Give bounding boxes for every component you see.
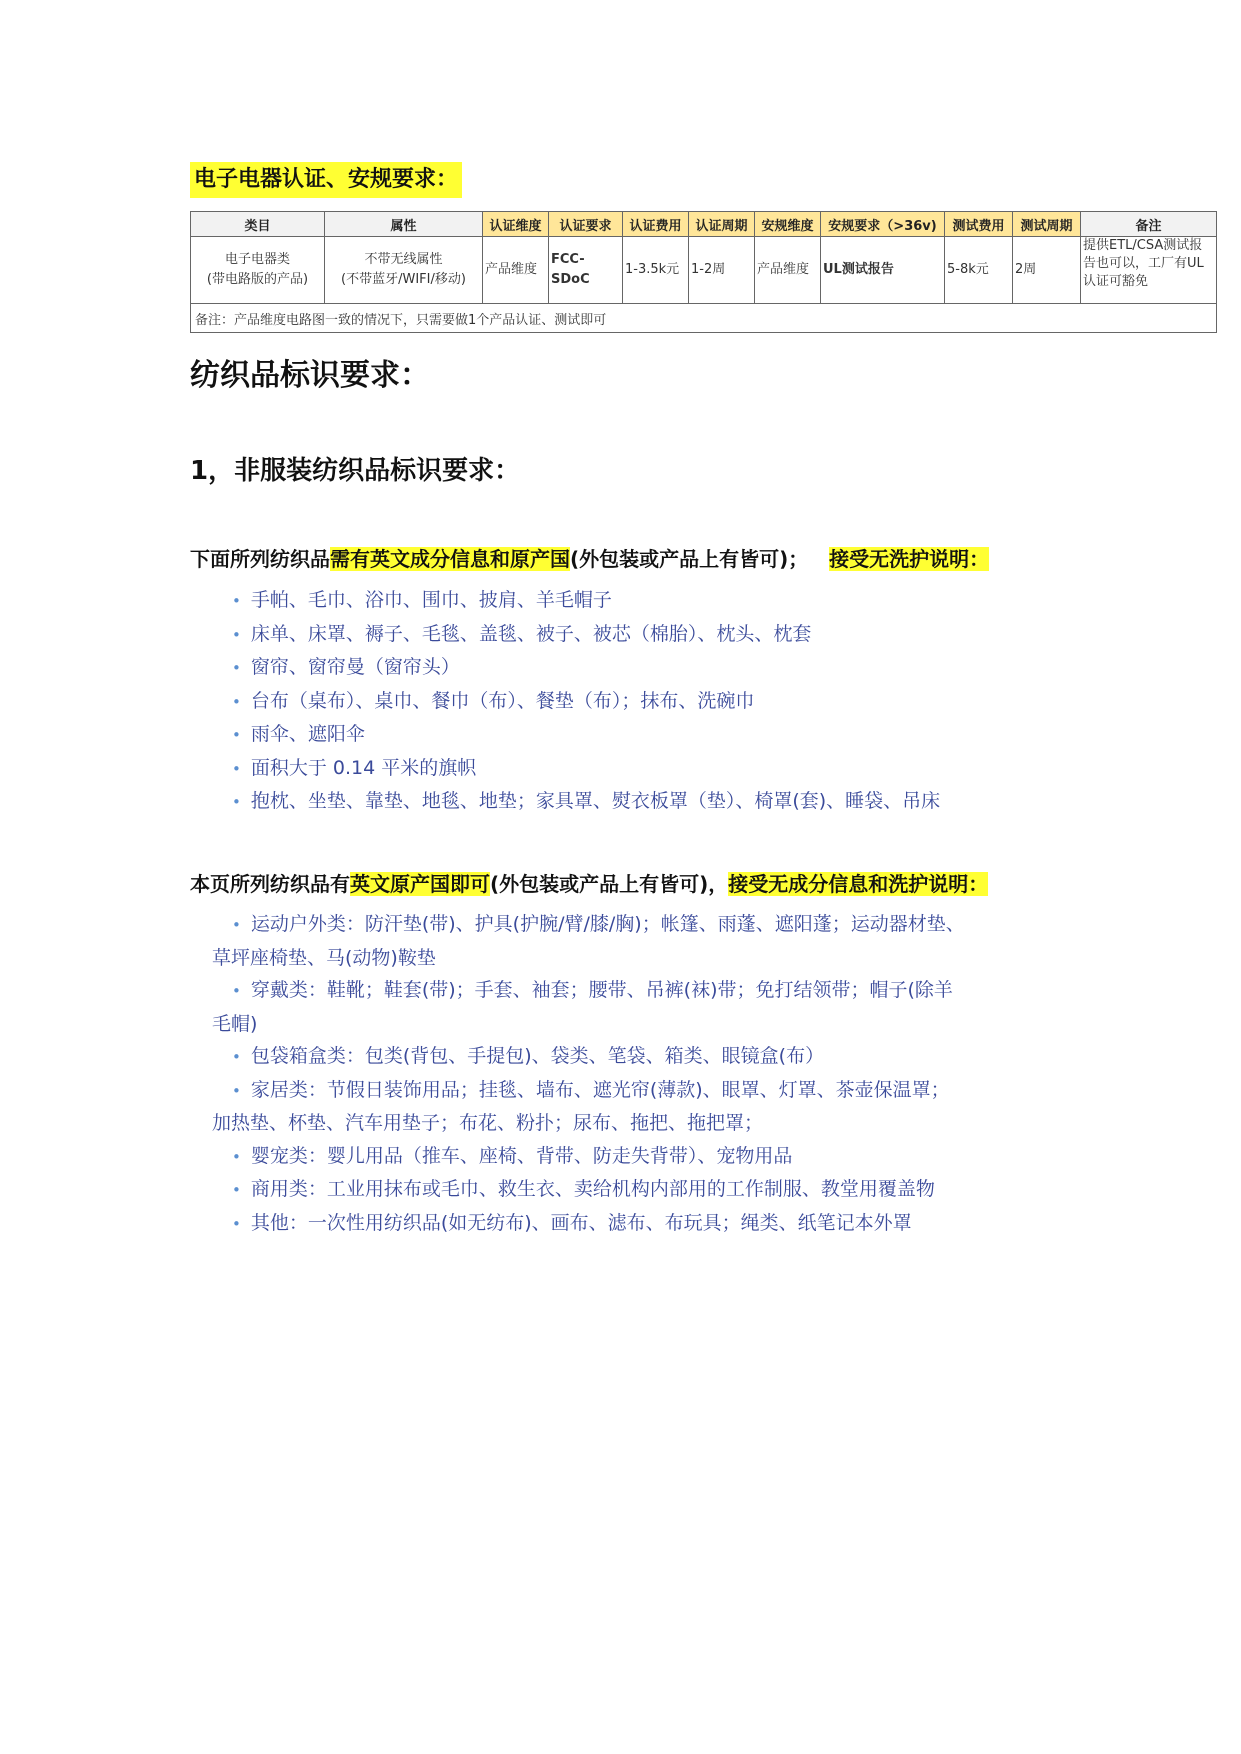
- header-safety-requirement: 安规要求（>36v): [821, 212, 945, 237]
- list-item-text: 穿戴类：鞋靴；鞋套(带)；手套、袖套；腰带、吊裤(袜)带；免打结领带；帽子(除羊: [250, 979, 953, 1001]
- cell-attribute: [325, 237, 483, 304]
- list-item-text: 其他：一次性用纺织品(如无纺布)、画布、滤布、布玩具；绳类、纸笔记本外罩: [250, 1211, 912, 1234]
- list2-intro-middle: (外包装或产品上有皆可)，: [490, 872, 729, 896]
- certification-table: [190, 211, 1217, 333]
- bullet-icon: •: [232, 625, 241, 644]
- list-item: [212, 908, 1062, 974]
- attribute-line2: (不带蓝牙/WIFI/移动): [341, 272, 466, 287]
- header-attribute: 属性: [325, 212, 483, 237]
- bullet-icon: •: [232, 1048, 241, 1066]
- bullet-icon: •: [232, 759, 241, 778]
- attribute-line1: 不带无线属性: [364, 252, 443, 267]
- header-category: 类目: [191, 212, 325, 237]
- list-item: [232, 1173, 1062, 1207]
- list-item-text: 抱枕、坐垫、靠垫、地毯、地垫；家具罩、熨衣板罩（垫）、椅罩(套)、睡袋、吊床: [250, 790, 941, 812]
- bullet-icon: •: [232, 592, 241, 610]
- header-test-period: 测试周期: [1013, 212, 1081, 237]
- cell-cert-period: 1-2周: [689, 237, 755, 304]
- header-cert-fee: 认证费用: [623, 212, 689, 237]
- table-row: [191, 237, 1217, 304]
- cell-remark: 提供ETL/CSA测试报告也可以，工厂有UL认证可豁免: [1081, 237, 1217, 304]
- table-footnote-row: [191, 304, 1217, 333]
- list-item: [232, 618, 1062, 652]
- list2-intro-prefix: 本页所列纺织品有: [190, 872, 350, 896]
- bullet-icon: •: [232, 916, 241, 934]
- list-item: [232, 685, 1062, 719]
- bullet-icon: •: [232, 793, 241, 811]
- list-item: [232, 752, 1062, 786]
- list-item-text-continued: 毛帽): [212, 1012, 258, 1035]
- list-item-text: 商用类：工业用抹布或毛巾、救生衣、卖给机构内部用的工作制服、教堂用覆盖物: [250, 1178, 935, 1200]
- cell-category: [191, 237, 325, 304]
- list-item-text: 婴宠类：婴儿用品（推车、座椅、背带、防走失背带）、宠物用品: [250, 1144, 793, 1167]
- list1-intro: [190, 541, 989, 577]
- list2-intro-highlight1: 英文原产国即可: [350, 872, 490, 896]
- list-item: [232, 1207, 1062, 1241]
- list-item: [232, 718, 1062, 752]
- bullet-icon: •: [232, 1147, 241, 1166]
- list1-intro-middle: (外包装或产品上有皆可)；: [570, 547, 809, 571]
- list-item: [232, 1040, 1062, 1074]
- bullet-icon: •: [232, 982, 241, 1000]
- list-item-text: 雨伞、遮阳伞: [250, 723, 365, 745]
- header-cert-period: 认证周期: [689, 212, 755, 237]
- header-cert-requirement: 认证要求: [549, 212, 623, 237]
- header-remark: 备注: [1081, 212, 1217, 237]
- table-footnote: 备注：产品维度电路图一致的情况下，只需要做1个产品认证、测试即可: [191, 304, 1217, 333]
- list-item-text: 手帕、毛巾、浴巾、围巾、披肩、羊毛帽子: [250, 589, 612, 611]
- table-header-row: [191, 212, 1217, 237]
- bullet-icon: •: [232, 1081, 241, 1100]
- bullet-icon: •: [232, 1181, 241, 1199]
- list-item: [232, 651, 1062, 685]
- list2-intro-highlight2: 接受无成分信息和洗护说明：: [728, 872, 989, 896]
- list-item-text-continued: 草坪座椅垫、马(动物)鞍垫: [212, 946, 436, 969]
- labeling-required-list: [232, 584, 1062, 819]
- cell-safety-requirement: UL测试报告: [821, 237, 945, 304]
- list-item-text: 窗帘、窗帘曼（窗帘头）: [250, 656, 460, 678]
- list-item-text: 运动户外类：防汗垫(带)、护具(护腕/臂/膝/胸)；帐篷、雨蓬、遮阳蓬；运动器材垫、: [250, 913, 965, 935]
- header-cert-dimension: 认证维度: [483, 212, 549, 237]
- category-line2: (带电路版的产品): [206, 272, 309, 287]
- origin-only-list: [212, 908, 1062, 1240]
- list1-intro-prefix: 下面所列纺织品: [190, 547, 330, 571]
- list-item-text: 台布（桌布）、桌巾、餐巾（布）、餐垫（布）；抹布、洗碗巾: [250, 689, 755, 712]
- list-item-text-continued: 加热垫、杯垫、汽车用垫子；布花、粉扑；尿布、拖把、拖把罩；: [212, 1112, 764, 1134]
- list-item: [212, 974, 1062, 1040]
- list1-intro-highlight1: 需有英文成分信息和原产国: [330, 547, 570, 571]
- bullet-icon: •: [232, 659, 241, 677]
- header-safety-dimension: 安规维度: [755, 212, 821, 237]
- cell-cert-fee: 1-3.5k元: [623, 237, 689, 304]
- list2-intro: [190, 866, 988, 902]
- bullet-icon: •: [232, 692, 241, 711]
- cell-safety-dimension: 产品维度: [755, 237, 821, 304]
- list-item-text: 包袋箱盒类：包类(背包、手提包)、袋类、笔袋、箱类、眼镜盒(布）: [250, 1045, 825, 1067]
- list-item-text: 床单、床罩、褥子、毛毯、盖毯、被子、被芯（棉胎）、枕头、枕套: [250, 622, 812, 645]
- list-item-text: 家居类：节假日装饰用品；挂毯、墙布、遮光帘(薄款)、眼罩、灯罩、茶壶保温罩；: [250, 1078, 950, 1101]
- cell-test-fee: 5-8k元: [945, 237, 1013, 304]
- list-item: [212, 1074, 1062, 1140]
- bullet-icon: •: [232, 1214, 241, 1233]
- list-item: [232, 785, 1062, 819]
- category-line1: 电子电器类: [224, 252, 290, 267]
- list-item: [232, 584, 1062, 618]
- list-item-text: 面积大于 0.14 平米的旗帜: [250, 756, 477, 779]
- cell-cert-dimension: 产品维度: [483, 237, 549, 304]
- non-apparel-subtitle: 1，非服装纺织品标识要求：: [190, 456, 521, 486]
- cell-test-period: 2周: [1013, 237, 1081, 304]
- list-item: [232, 1140, 1062, 1174]
- bullet-icon: •: [232, 726, 241, 744]
- textile-section-title: 纺织品标识要求：: [190, 358, 430, 393]
- cell-cert-requirement: FCC-SDoC: [549, 237, 623, 304]
- list1-intro-highlight2: 接受无洗护说明：: [829, 547, 990, 571]
- electronics-section-title: 电子电器认证、安规要求：: [190, 162, 462, 198]
- header-test-fee: 测试费用: [945, 212, 1013, 237]
